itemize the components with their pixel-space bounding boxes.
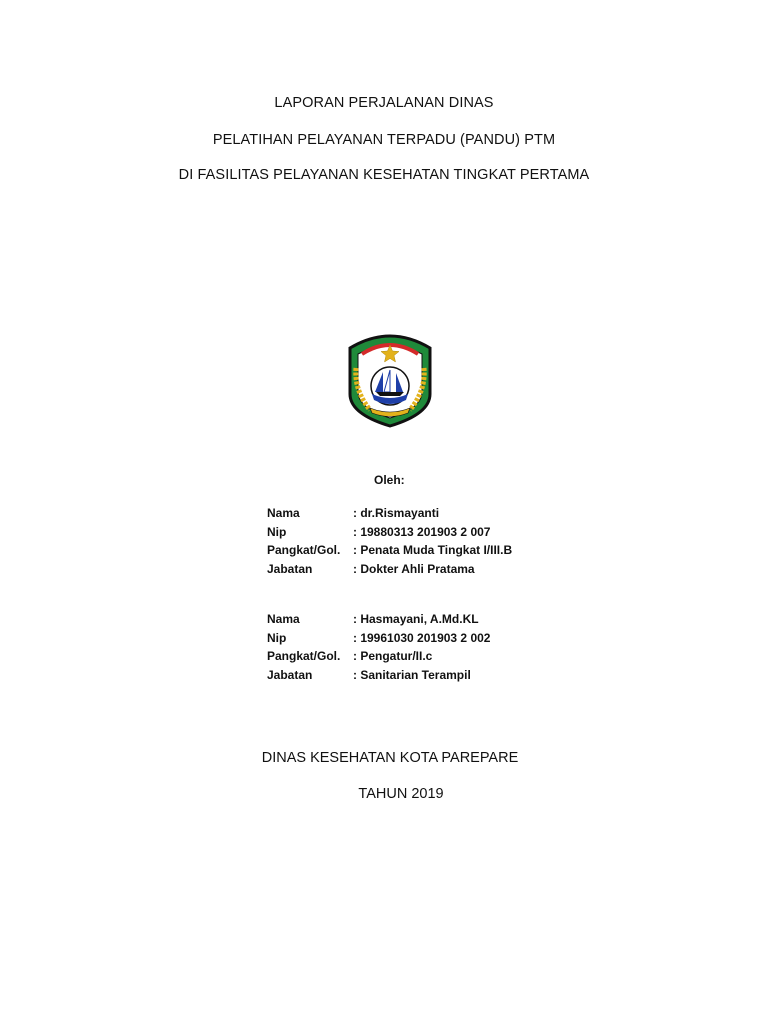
field-label: Jabatan [267, 561, 313, 576]
emblem-hull [376, 392, 404, 396]
field-label: Nama [267, 506, 300, 520]
field-label: Nip [267, 630, 287, 645]
field-value: : Pengatur/II.c [353, 649, 433, 663]
author-row [267, 666, 490, 685]
author-block-1 [267, 504, 512, 578]
field-label: Nip [267, 524, 287, 539]
author-row [267, 541, 512, 560]
field-value: : Dokter Ahli Pratama [353, 561, 475, 576]
field-label: Pangkat/Gol. [267, 543, 341, 557]
field-value: : dr.Rismayanti [353, 506, 440, 520]
author-row [267, 523, 512, 542]
field-value: : Penata Muda Tingkat I/III.B [353, 543, 513, 557]
author-row [267, 504, 512, 523]
report-subtitle-location: DI FASILITAS PELAYANAN KESEHATAN TINGKAT PERTAMA [178, 167, 590, 183]
institution-name: DINAS KESEHATAN KOTA PAREPARE [261, 750, 519, 766]
author-row [267, 647, 490, 666]
field-label: Nama [267, 612, 300, 626]
field-value: : Sanitarian Terampil [353, 667, 471, 682]
report-subtitle: PELATIHAN PELAYANAN TERPADU (PANDU) PTM [212, 132, 556, 148]
report-year: TAHUN 2019 [358, 786, 444, 802]
field-label: Jabatan [267, 667, 313, 682]
author-row [267, 560, 512, 579]
report-title: LAPORAN PERJALANAN DINAS [274, 95, 494, 111]
author-label: Oleh: [374, 473, 405, 487]
field-value: : 19880313 201903 2 007 [353, 524, 491, 539]
author-row [267, 629, 490, 648]
field-value: : 19961030 201903 2 002 [353, 630, 491, 645]
author-block-2 [267, 610, 490, 684]
field-value: : Hasmayani, A.Md.KL [353, 612, 479, 626]
kota-parepare-emblem-icon [340, 328, 440, 428]
field-label: Pangkat/Gol. [267, 649, 341, 663]
author-row [267, 610, 490, 629]
